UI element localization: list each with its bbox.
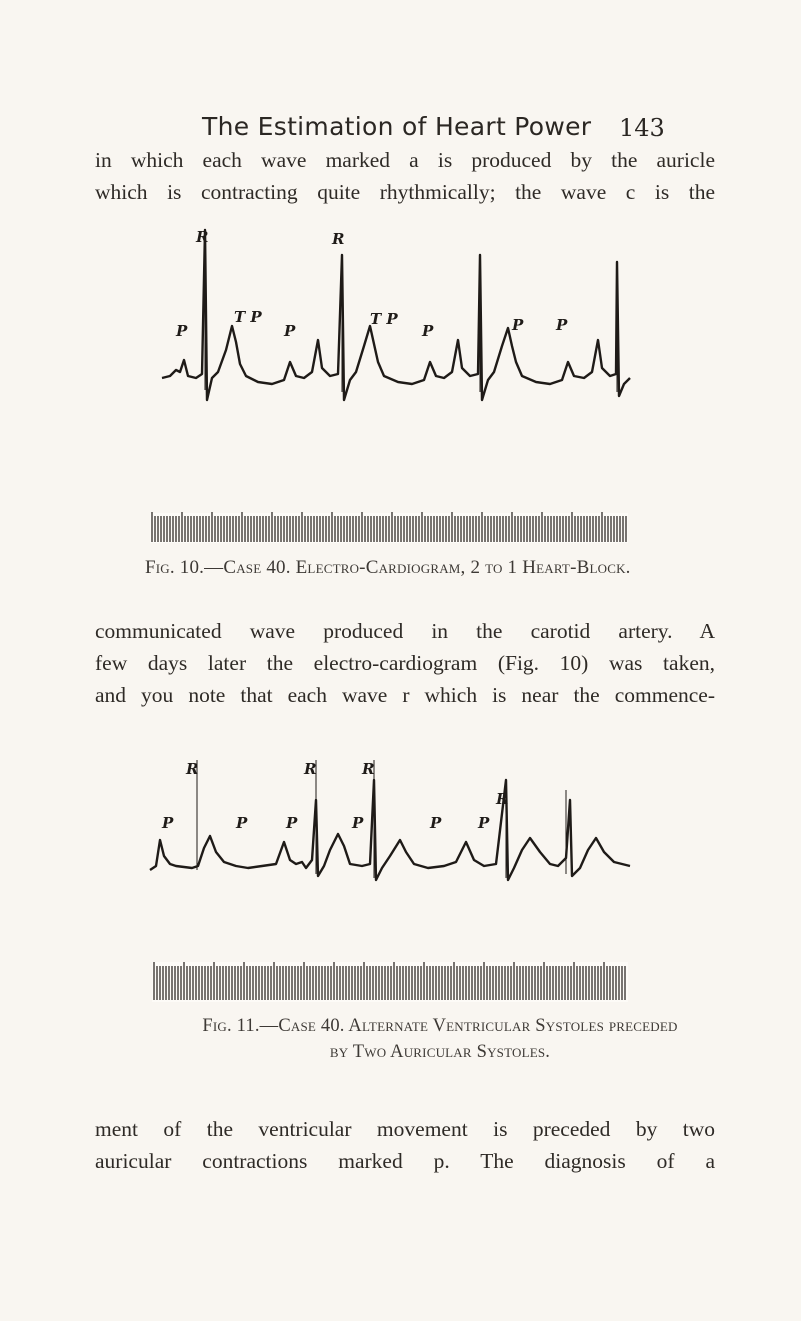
wave-label: P xyxy=(430,814,442,832)
paragraph-line: in which each wave marked a is produced by the auricle xyxy=(95,148,715,172)
paragraph-line: ment of the ventricular movement is preceded by two xyxy=(95,1117,715,1141)
wave-label: P xyxy=(176,322,188,340)
wave-label: P xyxy=(236,814,248,832)
running-title: The Estimation of Heart Power xyxy=(202,112,592,141)
wave-label: T P xyxy=(234,308,262,326)
figure-11-caption xyxy=(160,1013,720,1065)
wave-label: P xyxy=(162,814,174,832)
wave-label: P xyxy=(478,814,490,832)
caption-line: Fig. 11.—Case 40. Alternate Ventricular Systoles preceded xyxy=(202,1016,678,1036)
page-number: 143 xyxy=(619,114,665,142)
wave-label: P xyxy=(556,316,568,334)
paragraph-3 xyxy=(95,1113,715,1177)
paragraph-line: which is contracting quite rhythmically; the wave c is the xyxy=(95,180,715,204)
wave-label: T P xyxy=(370,310,398,328)
wave-label: P xyxy=(422,322,434,340)
paragraph-line: few days later the electro-cardiogram (Fig. 10) was taken, xyxy=(95,651,715,675)
wave-label: P xyxy=(512,316,524,334)
caption-line: by Two Auricular Systoles. xyxy=(329,1042,551,1062)
wave-label: R xyxy=(496,790,509,808)
wave-label: R xyxy=(362,760,375,778)
wave-label: P xyxy=(286,814,298,832)
caption-text: Fig. 10.—Case 40. Electro-Cardiogram, 2 to 1 Heart-Block. xyxy=(145,557,631,578)
wave-label: R xyxy=(196,228,209,246)
wave-label: R xyxy=(186,760,199,778)
paragraph-line: and you note that each wave r which is near the commence- xyxy=(95,683,715,707)
paragraph-line: auricular contractions marked p. The diagnosis of a xyxy=(95,1149,715,1173)
wave-label: P xyxy=(352,814,364,832)
wave-label: R xyxy=(332,230,345,248)
wave-label: P xyxy=(284,322,296,340)
paragraph-line: communicated wave produced in the carotid artery. A xyxy=(95,619,715,643)
wave-label: R xyxy=(304,760,317,778)
